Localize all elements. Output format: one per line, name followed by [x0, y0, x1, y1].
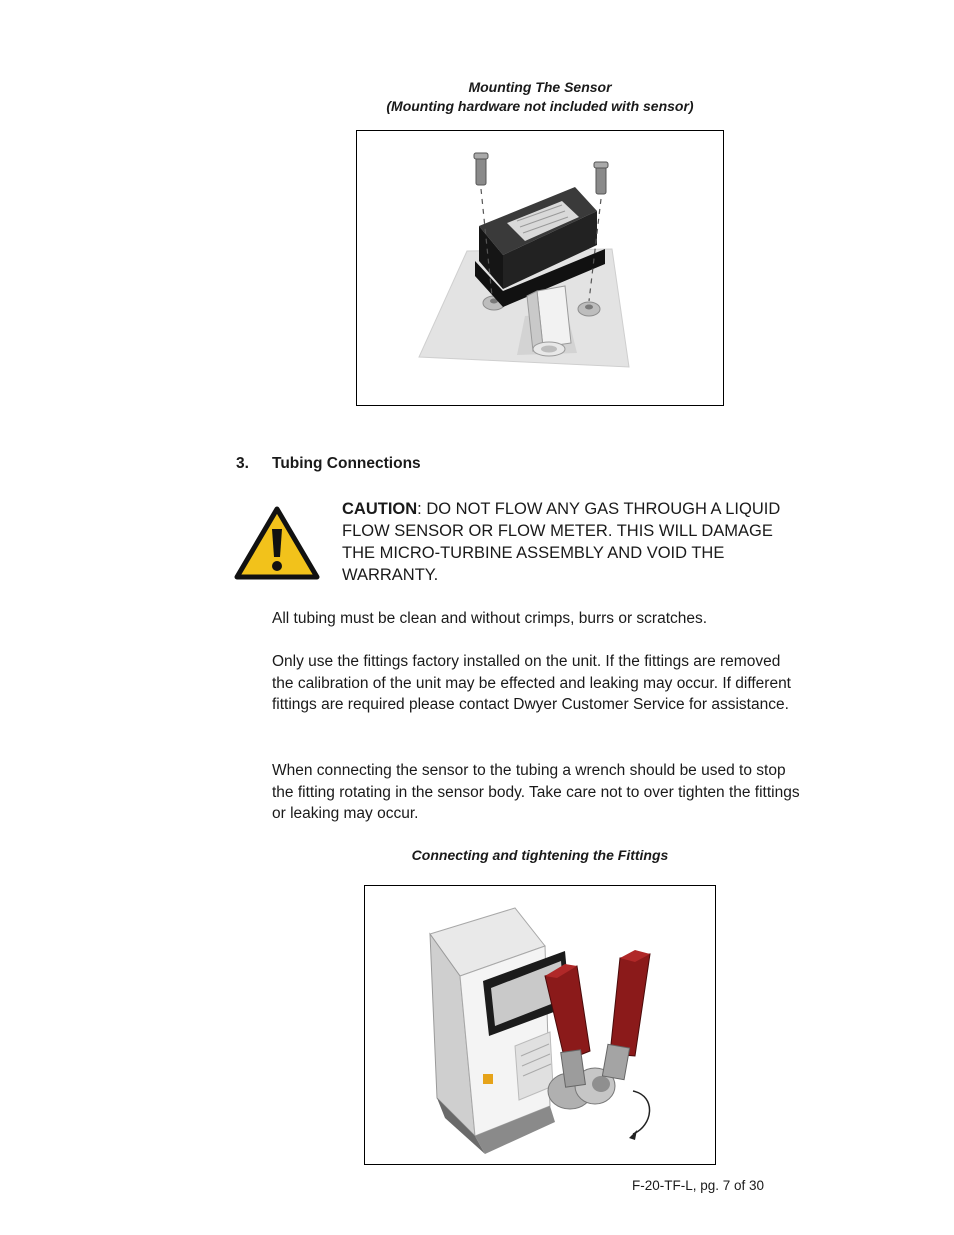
- paragraph-wrench: When connecting the sensor to the tubing a wrench should be used to stop the fitting rotating in the sensor body. Take care not to over tighten the fittings or leaking may occur.: [272, 762, 800, 822]
- section-number: 3.: [236, 455, 249, 472]
- figure1-caption: [300, 78, 780, 116]
- page-footer: F-20-TF-L, pg. 7 of 30: [632, 1178, 765, 1193]
- fittings-illustration: [365, 886, 715, 1164]
- warning-icon: [234, 505, 320, 581]
- caution-label: CAUTION: [342, 500, 418, 518]
- figure-mounting-sensor: [356, 130, 724, 406]
- paragraph-fittings: Only use the fittings factory installed on the unit. If the fittings are removed the calibration of the unit may be effected and leaking may occur. If different fittings are required please contact Dwyer Customer Service for assistance.: [272, 653, 791, 713]
- figure1-caption-subtitle: (Mounting hardware not included with sensor): [386, 98, 694, 114]
- caution-text: : DO NOT FLOW ANY GAS THROUGH A LIQUID FLOW SENSOR OR FLOW METER. THIS WILL DAMAGE THE MICRO-TURBINE ASSEMBLY AND VOID THE WARRANTY.: [342, 500, 781, 584]
- figure2-caption: Connecting and tightening the Fittings: [411, 847, 669, 863]
- figure1-caption-title: Mounting The Sensor: [468, 79, 612, 95]
- paragraph-tubing-clean: All tubing must be clean and without crimps, burrs or scratches.: [272, 610, 708, 627]
- mounting-sensor-illustration: [357, 131, 723, 405]
- section-title: Tubing Connections: [272, 455, 421, 472]
- figure-connecting-fittings: [364, 885, 716, 1165]
- caution-notice: [342, 498, 792, 586]
